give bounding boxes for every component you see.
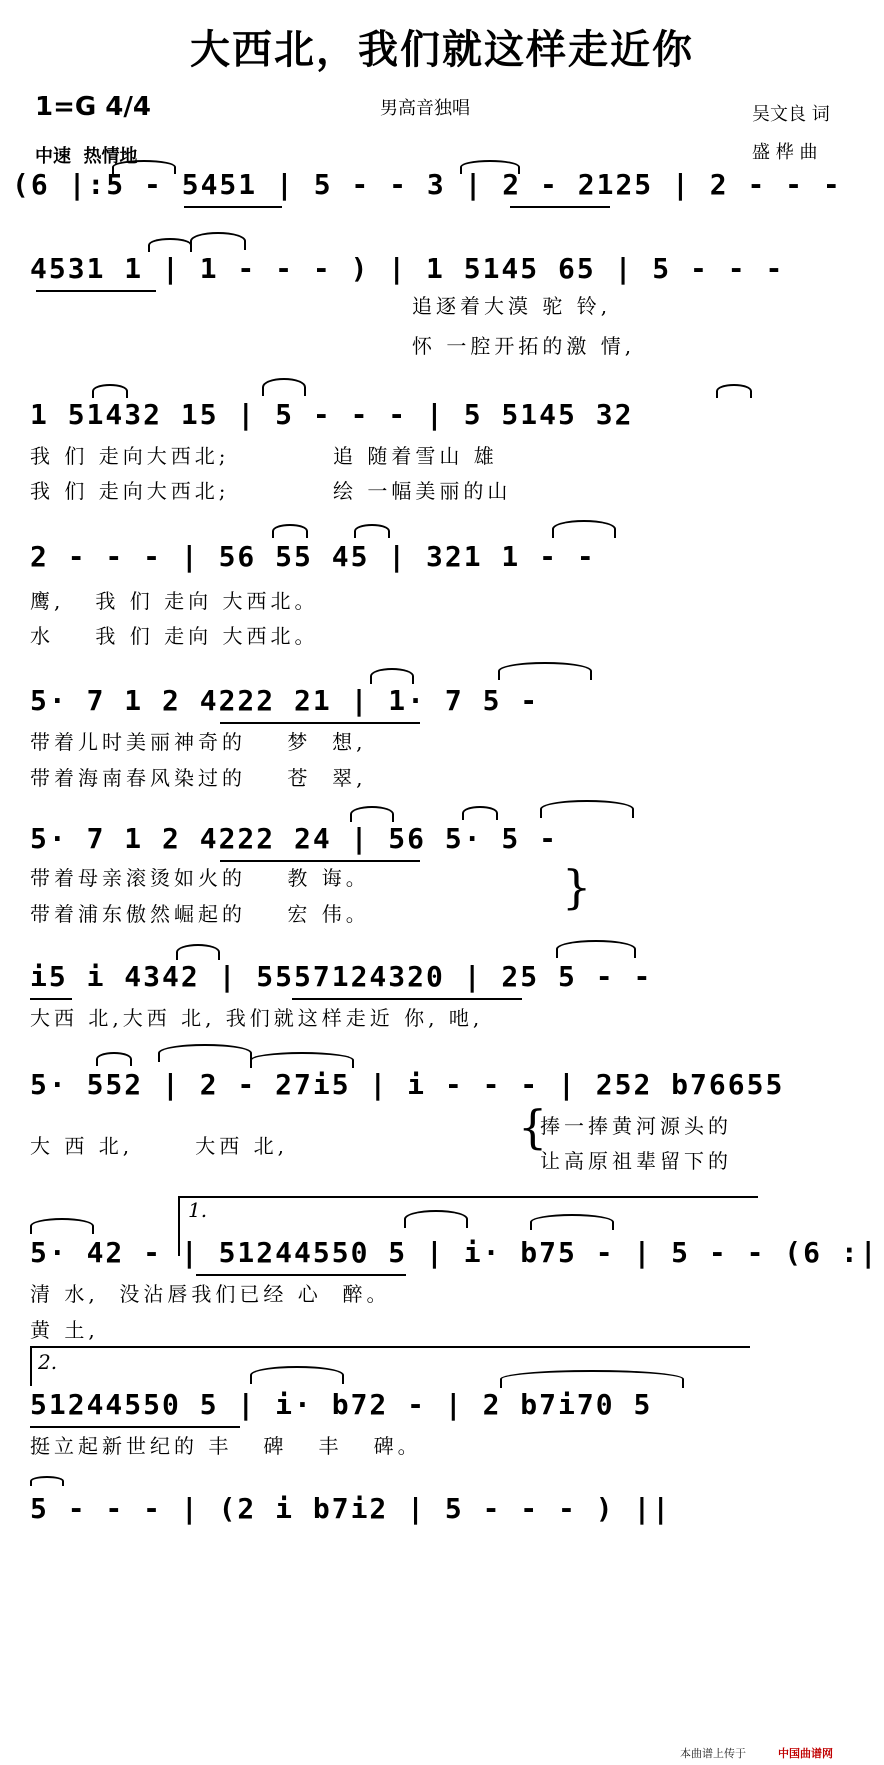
volta-1-label: 1. xyxy=(188,1198,208,1222)
performance-note: 男高音独唱 xyxy=(380,98,470,119)
underline-beam xyxy=(184,206,282,208)
notation-row-5: 5· 7 1 2 4222 21 | 1· 7 5 - xyxy=(30,684,540,717)
tie xyxy=(552,520,616,538)
slur xyxy=(462,806,498,820)
notation-row-2: 4531 1 | 1 - - - ) | 1 5145 65 | 5 - - - xyxy=(30,252,785,285)
upload-note: 本曲谱上传于 xyxy=(680,1747,746,1760)
slur xyxy=(92,384,128,398)
slur xyxy=(530,1214,614,1230)
key-signature: 1=G 4/4 xyxy=(35,92,151,122)
underline-beam xyxy=(36,290,156,292)
lyrics-row-5-verse-1: 带着儿时美丽神奇的 梦 想, xyxy=(30,730,367,754)
notation-row-3: 1 51432 15 | 5 - - - | 5 5145 32 xyxy=(30,398,634,431)
verse-brace: { xyxy=(518,1100,548,1154)
lyrics-row-6-verse-1: 带着母亲滚烫如火的 教 诲。 xyxy=(30,866,370,890)
underline-beam xyxy=(196,1274,406,1276)
tie xyxy=(262,378,306,396)
lyrics-row-5-verse-2: 带着海南春风染过的 苍 翠, xyxy=(30,766,367,790)
lyrics-row-9-verse-1: 清 水, 没沾唇我们已经 心 醉。 xyxy=(30,1282,391,1306)
notation-row-4: 2 - - - | 56 55 45 | 321 1 - - xyxy=(30,540,596,573)
slur xyxy=(556,940,636,958)
slur xyxy=(272,524,308,538)
underline-beam xyxy=(220,722,420,724)
slur xyxy=(30,1218,94,1234)
tie xyxy=(404,1210,468,1228)
site-logo: 中国曲谱网 xyxy=(778,1747,833,1760)
verse-brace: } xyxy=(562,860,592,914)
slur xyxy=(500,1370,684,1388)
notation-row-7: i5 i 4342 | 5557124320 | 25 5 - - xyxy=(30,960,653,993)
notation-row-8: 5· 552 | 2 - 27i5 | i - - - | 252 b76655 xyxy=(30,1068,785,1101)
lyrics-row-9-verse-2: 黄 土, xyxy=(30,1318,99,1342)
lyrics-row-3-verse-1: 我 们 走向大西北; 追 随着雪山 雄 xyxy=(30,444,498,468)
slur xyxy=(716,384,752,398)
notation-row-10: 51244550 5 | i· b72 - | 2 b7i70 5 xyxy=(30,1388,653,1421)
slur xyxy=(176,944,220,960)
underline-beam xyxy=(30,1426,240,1428)
slur xyxy=(250,1366,344,1384)
notation-row-1: (6 |:5 - 5451 | 5 - - 3 | 2 - 2125 | 2 - - - xyxy=(12,168,842,201)
composer-credit: 盛 桦 曲 xyxy=(752,142,818,163)
slur xyxy=(112,160,176,174)
slur xyxy=(540,800,634,818)
tie xyxy=(190,232,246,250)
song-title: 大西北，我们就这样走近你 xyxy=(190,27,694,73)
lyrics-row-4-verse-1: 鹰, 我 们 走向 大西北。 xyxy=(30,589,319,613)
lyrics-row-2-verse-1: 追逐着大漠 驼 铃, xyxy=(412,294,612,318)
lyrics-row-7: 大西 北,大西 北, 我们就这样走近 你, 吔, xyxy=(30,1006,484,1030)
notation-row-11: 5 - - - | (2 i b7i2 | 5 - - - ) || xyxy=(30,1492,672,1525)
slur xyxy=(350,806,394,822)
volta-2-label: 2. xyxy=(38,1350,58,1374)
tempo-marking: 中速 热情地 xyxy=(35,146,138,167)
slur xyxy=(354,524,390,538)
slur xyxy=(460,160,520,174)
lyrics-row-4-verse-2: 水 我 们 走向 大西北。 xyxy=(30,624,319,648)
lyrics-row-3-verse-2: 我 们 走向大西北; 绘 一幅美丽的山 xyxy=(30,479,512,503)
lyrics-row-8-verse-1: 捧一捧黄河源头的 xyxy=(540,1114,732,1138)
notation-row-6: 5· 7 1 2 4222 24 | 56 5· 5 - xyxy=(30,822,559,855)
slur xyxy=(148,238,192,252)
lyricist-credit: 吴文良 词 xyxy=(752,104,830,125)
lyrics-row-8: 大 西 北, 大西 北, xyxy=(30,1134,288,1158)
lyrics-row-8-verse-2: 让高原祖辈留下的 xyxy=(540,1149,732,1173)
slur xyxy=(250,1052,354,1068)
underline-beam xyxy=(30,998,72,1000)
lyrics-row-6-verse-2: 带着浦东傲然崛起的 宏 伟。 xyxy=(30,902,370,926)
slur xyxy=(498,662,592,680)
underline-beam xyxy=(510,206,610,208)
lyrics-row-2-verse-2: 怀 一腔开拓的激 情, xyxy=(412,334,636,358)
slur xyxy=(30,1476,64,1486)
slur xyxy=(370,668,414,684)
slur xyxy=(96,1052,132,1066)
volta-bracket xyxy=(178,1196,758,1198)
underline-beam xyxy=(292,998,522,1000)
notation-row-9: 5· 42 - | 51244550 5 | i· b75 - | 5 - - (6 :| xyxy=(30,1236,879,1269)
volta-bracket xyxy=(30,1346,750,1348)
lyrics-row-10: 挺立起新世纪的 丰 碑 丰 碑。 xyxy=(30,1434,422,1458)
tie xyxy=(158,1044,252,1062)
volta-bracket xyxy=(30,1346,32,1386)
